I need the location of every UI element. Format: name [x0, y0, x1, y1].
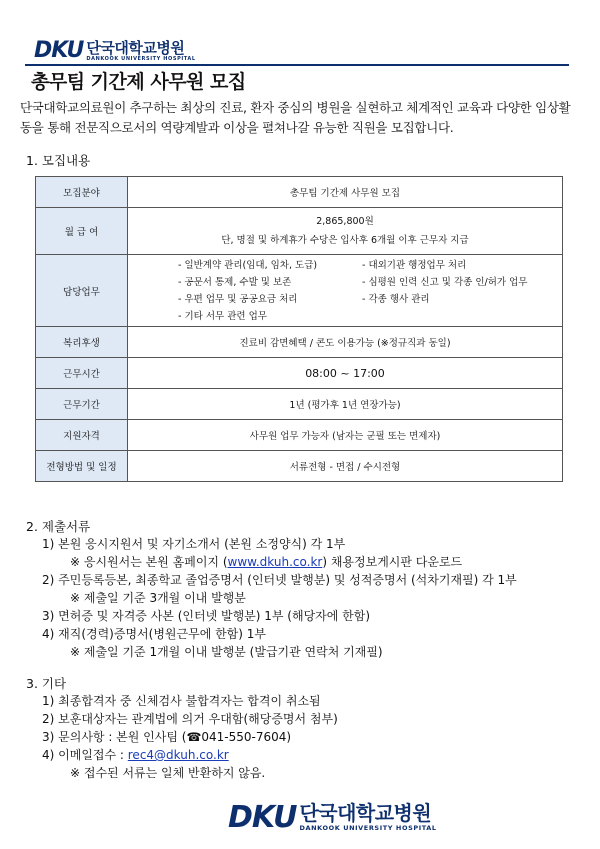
row-label-duties: 담당업무	[36, 255, 128, 327]
list-note: ※ 제출일 기준 3개월 이내 발행분	[70, 591, 246, 605]
table-row	[36, 451, 563, 482]
duty-item: - 우편 업무 및 공공요금 처리	[178, 293, 298, 305]
list-note: ※ 제출일 기준 1개월 이내 발행분 (발급기관 연락처 기재필)	[70, 645, 383, 659]
dku-logo-mark: DKU	[34, 38, 84, 63]
recruitment-table	[35, 176, 563, 482]
list-item: 3) 문의사항 : 본원 인사팀 (☎041-550-7604)	[42, 730, 292, 744]
list-item: 1) 최종합격자 중 신체검사 불합격자는 합격이 취소됨	[42, 694, 321, 708]
hospital-name-korean: 단국대학교병원	[86, 38, 185, 57]
table-row	[36, 327, 563, 358]
list-item: 1) 본원 응시지원서 및 자기소개서 (본원 소정양식) 각 1부	[42, 537, 346, 551]
table-row	[36, 358, 563, 389]
list-note: ※ 응시원서는 본원 홈페이지 (www.dkuh.co.kr) 채용정보게시판 다운로드	[70, 555, 463, 569]
row-value-field: 총무팀 기간제 사무원 모집	[128, 177, 563, 208]
hospital-name-english: DANKOOK UNIVERSITY HOSPITAL	[86, 55, 196, 62]
salary-amount: 2,865,800원	[316, 216, 374, 227]
row-value-welfare: 진료비 감면혜택 / 콘도 이용가능 (※정규직과 동일)	[128, 327, 563, 358]
row-label-qualification: 지원자격	[36, 420, 128, 451]
row-label-salary: 월 급 여	[36, 208, 128, 255]
table-row	[36, 255, 563, 327]
section-1-heading: 1. 모집내용	[26, 153, 91, 168]
section-3-heading: 3. 기타	[26, 676, 67, 691]
row-value-process: 서류전형 - 면접 / 수시전형	[128, 451, 563, 482]
row-value-duties	[128, 255, 563, 327]
header-divider	[25, 64, 569, 66]
duty-item: - 공문서 통제, 수발 및 보존	[178, 276, 292, 288]
duties-list	[178, 258, 562, 324]
table-row	[36, 177, 563, 208]
row-value-period: 1년 (평가후 1년 연장가능)	[128, 389, 563, 420]
list-note: ※ 접수된 서류는 일체 반환하지 않음.	[70, 766, 266, 780]
duty-item: - 기타 서무 관련 업무	[178, 310, 267, 322]
misc-list	[42, 692, 338, 782]
hospital-logo-bottom	[228, 800, 437, 835]
list-item: 4) 이메일접수 : rec4@dkuh.co.kr	[42, 748, 229, 762]
list-item: 3) 면허증 및 자격증 사본 (인터넷 발행분) 1부 (해당자에 한함)	[42, 609, 371, 623]
email-link[interactable]: rec4@dkuh.co.kr	[127, 748, 229, 762]
table-row	[36, 208, 563, 255]
table-row	[36, 389, 563, 420]
row-value-salary	[128, 208, 563, 255]
dku-logo-mark: DKU	[228, 800, 297, 835]
list-item: 2) 주민등록등본, 최종학교 졸업증명서 (인터넷 발행분) 및 성적증명서 (석차기재필) 각 1부	[42, 573, 517, 587]
intro-paragraph: 단국대학교의료원이 추구하는 최상의 진료, 환자 중심의 병원을 실현하고 체계적인 교육과 다양한 임상활동을 통해 전문직으로서의 역량계발과 이상을 펼쳐나갈 유능한 직원을 모집합니다.	[20, 100, 571, 135]
row-label-hours: 근무시간	[36, 358, 128, 389]
row-label-period: 근무기간	[36, 389, 128, 420]
salary-note: 단, 명절 및 하계휴가 수당은 입사후 6개월 이후 근무자 지급	[221, 235, 469, 246]
row-label-field: 모집분야	[36, 177, 128, 208]
section-2-heading: 2. 제출서류	[26, 519, 91, 534]
duty-item: - 대외기관 행정업무 처리	[362, 259, 467, 271]
duty-item: - 심평원 인력 신고 및 각종 인/허가 업무	[362, 276, 528, 288]
hospital-name-korean: 단국대학교병원	[299, 801, 432, 825]
row-value-hours: 08:00 ~ 17:00	[128, 358, 563, 389]
homepage-link[interactable]: www.dkuh.co.kr	[227, 555, 323, 569]
row-label-welfare: 복리후생	[36, 327, 128, 358]
page-title: 총무팀 기간제 사무원 모집	[31, 71, 246, 93]
list-item: 2) 보훈대상자는 관계법에 의거 우대함(해당증명서 첨부)	[42, 712, 338, 726]
documents-list	[42, 535, 517, 661]
row-label-process: 전형방법 및 일정	[36, 451, 128, 482]
duty-item: - 일반계약 관리(임대, 임차, 도급)	[178, 259, 318, 271]
duty-item: - 각종 행사 관리	[362, 293, 430, 305]
list-item: 4) 재직(경력)증명서(병원근무에 한함) 1부	[42, 627, 267, 641]
hospital-name-english: DANKOOK UNIVERSITY HOSPITAL	[299, 824, 437, 832]
table-row	[36, 420, 563, 451]
hospital-logo-top	[34, 38, 196, 63]
row-value-qualification: 사무원 업무 가능자 (남자는 군필 또는 면제자)	[128, 420, 563, 451]
